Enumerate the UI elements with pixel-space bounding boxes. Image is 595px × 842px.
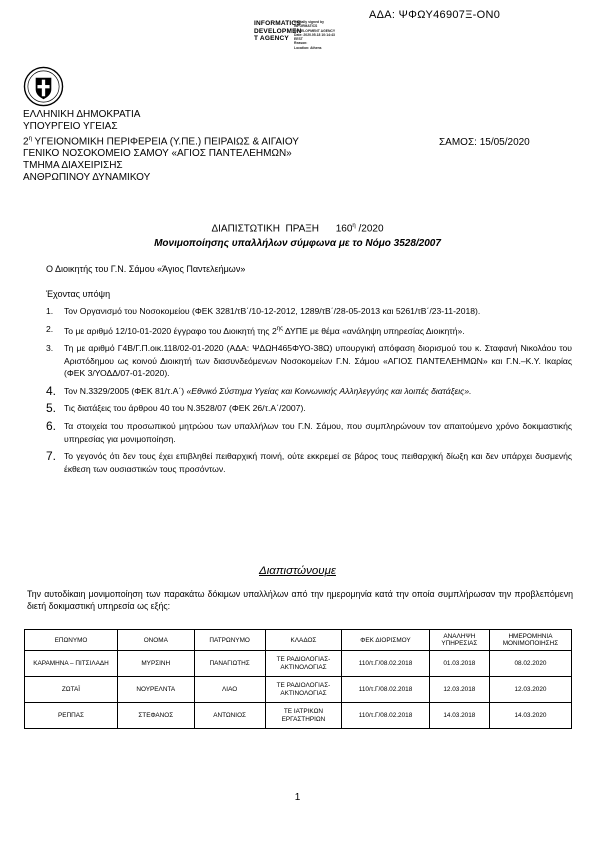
region-number: 2	[23, 136, 29, 148]
cell: 110/τ.Γ/08.02.2018	[342, 677, 430, 703]
col-surname: ΕΠΩΝΥΜΟ	[25, 630, 118, 651]
item-number: 3.	[46, 343, 54, 354]
item-number: 5.	[46, 401, 57, 416]
page-number: 1	[294, 792, 301, 803]
col-patronymic: ΠΑΤΡΩΝΥΜΟ	[194, 630, 265, 651]
sig-line: Location: Athens	[294, 45, 322, 50]
col-name: ΟΝΟΜΑ	[117, 630, 194, 651]
cell: ΑΝΤΩΝΙΟΣ	[194, 703, 265, 729]
list-item	[46, 342, 572, 380]
list-item	[46, 305, 572, 318]
cell: 110/τ.Γ/08.02.2018	[342, 703, 430, 729]
cell: ΚΑΡΑΜΗΝΑ – ΠΙΤΣΙΛΑΔΗ	[25, 651, 118, 677]
cell: 12.03.2018	[429, 677, 489, 703]
col-start: ΑΝΑΛΗΨΗ ΥΠΗΡΕΣΙΑΣ	[429, 630, 489, 651]
sig-line: Digitally signed by	[294, 20, 324, 24]
cell: ΤΕ ΡΑΔΙΟΛΟΓΙΑΣ-ΑΚΤΙΝΟΛΟΓΙΑΣ	[265, 677, 342, 703]
col-fek: ΦΕΚ ΔΙΟΡΙΣΜΟΥ	[342, 630, 430, 651]
table-row	[25, 703, 572, 729]
place-and-date: ΣΑΜΟΣ: 15/05/2020	[439, 137, 530, 148]
cell: ΣΤΕΦΑΝΟΣ	[117, 703, 194, 729]
declaration-heading: Διαπιστώνουμε	[259, 565, 336, 577]
item-number: 7.	[46, 449, 57, 464]
col-branch: ΚΛΑΔΟΣ	[265, 630, 342, 651]
table-row	[25, 651, 572, 677]
header-line-republic: ΕΛΛΗΝΙΚΗ ΔΗΜΟΚΡΑΤΙΑ	[23, 109, 141, 120]
document-subtitle: Μονιμοποίησης υπαλλήλων σύμφωνα με το Νόμο 3528/2007	[154, 238, 441, 249]
digital-signature-details	[294, 20, 335, 50]
stamp-line-3: T AGENCY	[254, 35, 289, 43]
issuer-header	[23, 109, 299, 184]
cell: ΖΩΤΑΪ	[25, 677, 118, 703]
considerations-list	[46, 305, 572, 480]
item-text: Το με αριθμό 12/10-01-2020 έγγραφο του Διοικητή της 2	[64, 325, 277, 336]
item-text: Τη με αριθμό Γ4Β/Γ.Π.οικ.118/02-01-2020 (ΑΔΑ: ΨΔΩΗ465ΦΥΟ-38Ω) υπουργική απόφαση διορισμού του κ. Σταφανή Νικολάου του Αριστόδημου ως κοινού Διοικητή των διασυνδεόμενων Νοσοκομείων Γ.Ν. Σάμου «ΑΓΙΟΣ ΠΑΝΤΕΛΕΗΜΩΝ» και Γ.Ν.–Κ.Υ. Ικαρίας (ΦΕΚ 3/ΥΟΔΔ/07-01-2020).	[64, 343, 572, 379]
list-item	[46, 420, 572, 445]
cell: ΤΕ ΙΑΤΡΙΚΩΝ ΕΡΓΑΣΤΗΡΙΩΝ	[265, 703, 342, 729]
director-line: Ο Διοικητής του Γ.Ν. Σάμου «Άγιος Παντελεήμων»	[46, 264, 246, 274]
list-item	[46, 385, 572, 398]
cell: ΠΑΝΑΓΙΩΤΗΣ	[194, 651, 265, 677]
header-line-region	[23, 133, 299, 148]
item-number: 2.	[46, 323, 54, 334]
table-header-row	[25, 630, 572, 651]
sig-line: Reason:	[294, 41, 308, 46]
cell: ΡΕΠΠΑΣ	[25, 703, 118, 729]
sig-line: Date: 2020.05.18 10:14:43	[294, 32, 335, 37]
cell: 14.03.2020	[489, 703, 571, 729]
cell: ΤΕ ΡΑΔΙΟΛΟΓΙΑΣ-ΑΚΤΙΝΟΛΟΓΙΑΣ	[265, 651, 342, 677]
cell: ΛΙΑΟ	[194, 677, 265, 703]
header-line-department: ΤΜΗΜΑ ΔΙΑΧΕΙΡΙΣΗΣ	[23, 160, 123, 172]
item-text: Τον Ν.3329/2005 (ΦΕΚ 81/τ.Α΄)	[64, 385, 187, 396]
title-sup: η	[352, 223, 356, 229]
table-row	[25, 677, 572, 703]
sig-line: EEST	[294, 37, 303, 42]
title-prefix: ΔΙΑΠΙΣΤΩΤΙΚΗ ΠΡΑΞΗ 160	[211, 223, 353, 235]
item-number: 6.	[46, 419, 57, 434]
header-line-hr: ΑΝΘΡΩΠΙΝΟΥ ΔΥΝΑΜΙΚΟΥ	[23, 172, 151, 184]
col-tenure-date: ΗΜΕΡΟΜΗΝΙΑ ΜΟΝΙΜΟΠΟΙΗΣΗΣ	[489, 630, 571, 651]
list-item	[46, 450, 572, 475]
title-suffix: /2020	[355, 223, 384, 235]
declaration-paragraph: Την αυτοδίκαιη μονιμοποίηση των παρακάτω δόκιμων υπαλλήλων από την ημερομηνία κατά την οποία συμπλήρωσαν την προβλεπόμενη διετή δοκιμαστική υπηρεσία ως εξής:	[27, 589, 573, 612]
sig-line: DEVELOPMENT AGENCY	[294, 28, 336, 33]
region-name: ΥΓΕΙΟΝΟΜΙΚΗ ΠΕΡΙΦΕΡΕΙΑ (Υ.ΠΕ.) ΠΕΙΡΑΙΩΣ & ΑΙΓΑΙΟΥ	[31, 136, 299, 148]
having-seen-heading: Έχοντας υπόψη	[46, 289, 111, 299]
item-text-italic: «Εθνικό Σύστημα Υγείας και Κοινωνικής Αλληλεγγύης και λοιπές διατάξεις».	[186, 385, 472, 396]
item-text: Τα στοιχεία του προσωπικού μητρώου των υπαλλήλων του Γ.Ν. Σάμου, που συμπληρώνουν τον απαιτούμενο χρόνο δοκιμαστικής υπηρεσίας για μονιμοποίηση.	[64, 421, 572, 444]
greek-emblem-icon	[23, 66, 64, 107]
list-item	[46, 323, 572, 337]
item-number: 1.	[46, 306, 54, 316]
header-line-hospital: ΓΕΝΙΚΟ ΝΟΣΟΚΟΜΕΙΟ ΣΑΜΟΥ «ΑΓΙΟΣ ΠΑΝΤΕΛΕΗΜΩΝ»	[23, 148, 292, 160]
item-text: ΔΥΠΕ με θέμα «ανάληψη υπηρεσίας Διοικητή».	[282, 325, 465, 336]
item-text: Τις διατάξεις του άρθρου 40 του Ν.3528/07 (ΦΕΚ 26/τ.Α΄/2007).	[64, 403, 306, 414]
ada-code: ΑΔΑ: ΨΦΩΥ46907Ξ-ΟΝ0	[369, 9, 501, 21]
cell: 12.03.2020	[489, 677, 571, 703]
item-text: Τον Οργανισμό του Νοσοκομείου (ΦΕΚ 3281/τΒ΄/10-12-2012, 1289/τΒ΄/28-05-2013 και 5261/τΒ΄/23-11-2018).	[64, 306, 481, 316]
document-title	[0, 223, 595, 234]
header-line-ministry: ΥΠΟΥΡΓΕΙΟ ΥΓΕΙΑΣ	[23, 121, 118, 132]
cell: 08.02.2020	[489, 651, 571, 677]
stamp-line-1: INFORMATICS	[254, 20, 301, 27]
sig-line: INFORMATICS	[294, 24, 318, 29]
item-text: Το γεγονός ότι δεν τους έχει επιβληθεί πειθαρχική ποινή, ούτε εκκρεμεί σε βάρος τους πειθαρχική δίωξη και δεν υπάρχει δυσμενής έκθεση των ουσιαστικών τους προσόντων.	[64, 451, 572, 474]
cell: ΝΟΥΡΕΛΝΤΑ	[117, 677, 194, 703]
cell: 01.03.2018	[429, 651, 489, 677]
item-sup: ης	[276, 325, 283, 332]
cell: ΜΥΡΣΙΝΗ	[117, 651, 194, 677]
staff-table	[24, 629, 572, 729]
region-sup: η	[28, 136, 32, 142]
cell: 110/τ.Γ/08.02.2018	[342, 651, 430, 677]
stamp-line-2: DEVELOPMEN	[254, 27, 302, 35]
cell: 14.03.2018	[429, 703, 489, 729]
item-number: 4.	[46, 383, 57, 398]
list-item	[46, 402, 572, 415]
